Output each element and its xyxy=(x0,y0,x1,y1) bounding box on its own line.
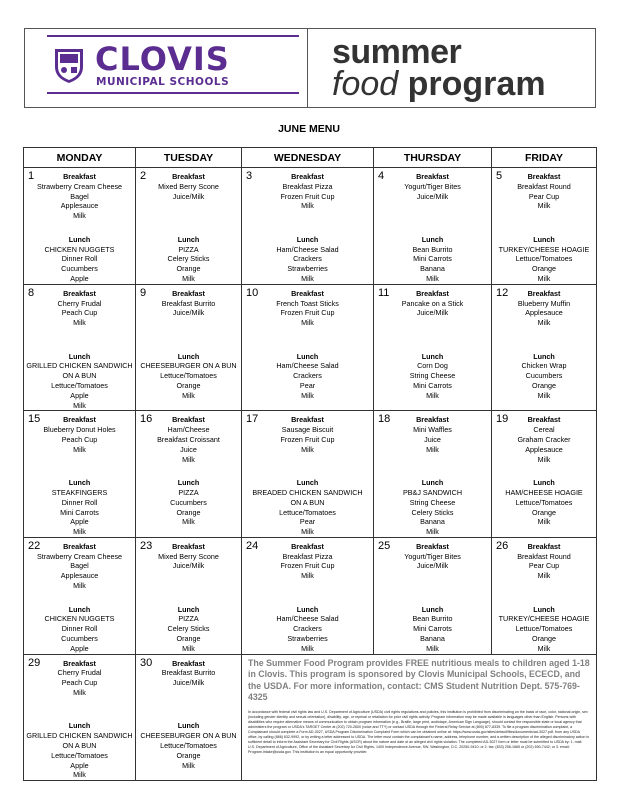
lunch-item: Celery Sticks xyxy=(411,507,454,517)
breakfast-label: Breakfast xyxy=(63,658,96,668)
breakfast-item: Breakfast Pizza xyxy=(282,181,333,191)
day-number: 18 xyxy=(378,413,391,426)
lunch-item: Strawberries xyxy=(287,264,328,274)
day-number: 29 xyxy=(28,656,41,669)
lunch-item: TURKEY/CHEESE HOAGIE xyxy=(498,244,590,254)
lunch-label: Lunch xyxy=(533,351,555,361)
lunch-label: Lunch xyxy=(68,234,91,244)
lunch-item: Milk xyxy=(537,643,551,653)
lunch-item: TURKEY/CHEESE HOAGIE xyxy=(498,614,590,624)
menu-title: JUNE MENU xyxy=(278,123,340,135)
lunch-item: Dinner Roll xyxy=(61,624,98,634)
day-number: 11 xyxy=(378,286,390,299)
lunch-item: Milk xyxy=(182,643,195,653)
breakfast-item: Breakfast Round xyxy=(517,551,571,561)
lunch-item: Apple xyxy=(70,760,89,770)
breakfast-item: Mixed Berry Scone xyxy=(158,181,219,191)
lunch-item: PIZZA xyxy=(178,614,199,624)
day-cell xyxy=(374,284,492,411)
program-title-line1: summer xyxy=(332,33,462,71)
lunch-item: Banana xyxy=(420,634,445,644)
lunch-item: Milk xyxy=(301,273,314,283)
day-number: 4 xyxy=(378,170,385,182)
program-title-food: food xyxy=(332,65,399,103)
day-cell xyxy=(24,168,136,285)
breakfast-label: Breakfast xyxy=(291,288,324,298)
lunch-item: Pear xyxy=(299,380,316,390)
lunch-label: Lunch xyxy=(421,604,444,614)
lunch-item: Milk xyxy=(73,400,86,410)
breakfast-item: Frozen Fruit Cup xyxy=(280,308,335,318)
lunch-label: Lunch xyxy=(177,351,200,361)
breakfast-item: Juice/Milk xyxy=(416,308,449,318)
weekday-header: TUESDAY xyxy=(136,148,242,168)
program-title xyxy=(308,29,595,107)
breakfast-label: Breakfast xyxy=(527,541,561,551)
lunch-label: Lunch xyxy=(421,351,444,361)
lunch-item: Crackers xyxy=(293,624,322,634)
day-cell xyxy=(374,411,492,538)
breakfast-item: Milk xyxy=(537,454,551,464)
day-number: 26 xyxy=(496,539,509,552)
lunch-item: BREADED CHICKEN SANDWICH xyxy=(252,487,363,497)
menu-calendar xyxy=(23,147,597,781)
breakfast-item: Milk xyxy=(73,318,86,328)
lunch-item: Mini Carrots xyxy=(413,624,452,634)
day-number: 22 xyxy=(28,539,41,552)
breakfast-item: Juice/Milk xyxy=(416,561,449,571)
breakfast-label: Breakfast xyxy=(416,288,449,298)
week-row xyxy=(24,411,597,538)
lunch-item: Crackers xyxy=(293,371,322,381)
weekday-header: WEDNESDAY xyxy=(242,148,374,168)
day-number: 19 xyxy=(496,413,509,426)
breakfast-item: Ham/Cheese xyxy=(167,425,210,435)
lunch-item: Lettuce/Tomatoes xyxy=(160,741,217,751)
day-cell xyxy=(374,168,492,285)
lunch-label: Lunch xyxy=(68,721,91,731)
day-cell xyxy=(136,168,242,285)
lunch-item: Apple xyxy=(70,390,89,400)
lunch-item: Lettuce/Tomatoes xyxy=(160,371,217,381)
lunch-label: Lunch xyxy=(68,478,91,488)
nondiscrimination-statement: In accordance with federal civil rights law and U.S. Department of Agriculture (USDA) civil rights regulations and policies, this institution is prohibited from discriminating on the basis of race, color, national origin, sex (including gender identity and sexual orientation), disability, age, or reprisal or retaliation for prior civil rights activity. Program information may be made available in languages other than English. Persons with disabilities who require alternative means of communication to obtain program information (e.g., Braille, large print, audiotape, American Sign Language), should contact the responsible state or local agency that administers the program or USDA's TARGET Center at (202) 720-2600 (voice and TTY) or contact USDA through the Federal Relay Service at (800) 877-8339. To file a program discrimination complaint, a Complainant should complete a Form AD-3027, USDA Program Discrimination Complaint Form which can be obtained online at: https://www.usda.gov/sites/default/files/documents/ad-3027.pdf, from any USDA office, by calling (866) 632-9992, or by writing a letter addressed to USDA. The letter must contain the complainant's name, address, telephone number, and a written description of the alleged discriminatory action in sufficient detail to inform the Assistant Secretary for Civil Rights (ASCR) about the nature and date of an alleged civil rights violation. The completed AD-3027 form or letter must be submitted to USDA by: 1. mail: U.S. Department of Agriculture, Office of the Assistant Secretary for Civil Rights, 1400 Independence Avenue, SW, Washington, D.C. 20250-9410; or 2. fax: (833) 256-1665 or (202) 690-7442; or 3. email: Program.Intake@usda.gov. This institution is an equal opportunity provider. xyxy=(248,709,590,754)
lunch-item: GRILLED CHICKEN SANDWICH xyxy=(26,731,133,741)
day-number: 12 xyxy=(496,286,509,299)
lunch-item: ON A BUN xyxy=(290,497,325,507)
district-logo xyxy=(25,29,308,107)
lunch-item: CHICKEN NUGGETS xyxy=(44,614,115,624)
breakfast-item: Milk xyxy=(182,454,195,464)
breakfast-item: Breakfast Burrito xyxy=(161,668,216,678)
breakfast-item: Juice/Milk xyxy=(416,191,449,201)
lunch-label: Lunch xyxy=(421,478,444,488)
breakfast-label: Breakfast xyxy=(172,288,205,298)
day-cell xyxy=(136,537,242,654)
day-number: 24 xyxy=(246,539,259,552)
breakfast-item: Applesauce xyxy=(525,308,563,318)
day-cell xyxy=(24,654,136,781)
breakfast-label: Breakfast xyxy=(172,415,205,425)
day-number: 30 xyxy=(140,656,153,669)
lunch-item: Milk xyxy=(301,643,314,653)
lunch-item: Milk xyxy=(73,770,86,780)
lunch-item: String Cheese xyxy=(409,497,456,507)
breakfast-item: French Toast Sticks xyxy=(276,298,339,308)
lunch-item: Lettuce/Tomatoes xyxy=(515,254,573,264)
weekday-header: MONDAY xyxy=(24,148,136,168)
program-title-program: program xyxy=(407,65,546,103)
lunch-item: Milk xyxy=(426,643,439,653)
lunch-item: CHEESEBURGER ON A BUN xyxy=(140,731,237,741)
lunch-item: Orange xyxy=(532,634,556,644)
day-cell xyxy=(492,411,597,538)
breakfast-item: Applesauce xyxy=(60,201,99,211)
breakfast-item: Milk xyxy=(537,318,551,328)
breakfast-item: Pear Cup xyxy=(528,561,560,571)
breakfast-item: Yogurt/Tiger Bites xyxy=(404,181,461,191)
lunch-item: Apple xyxy=(70,643,89,653)
lunch-item: Milk xyxy=(301,390,314,400)
lunch-item: PIZZA xyxy=(178,487,199,497)
breakfast-item: Applesauce xyxy=(525,444,563,454)
breakfast-item: Peach Cup xyxy=(61,308,98,318)
lunch-item: Cucumbers xyxy=(525,371,563,381)
breakfast-label: Breakfast xyxy=(416,172,449,181)
lunch-item: Lettuce/Tomatoes xyxy=(515,624,573,634)
lunch-label: Lunch xyxy=(533,604,555,614)
breakfast-item: Sausage Biscuit xyxy=(281,425,334,435)
breakfast-label: Breakfast xyxy=(291,541,324,551)
breakfast-item: Juice/Milk xyxy=(172,308,205,318)
breakfast-item: Frozen Fruit Cup xyxy=(280,561,335,571)
breakfast-item: Bagel xyxy=(70,191,89,201)
breakfast-item: Milk xyxy=(426,444,439,454)
breakfast-item: Frozen Fruit Cup xyxy=(280,191,335,201)
breakfast-item: Cereal xyxy=(533,425,555,435)
breakfast-item: Juice/Milk xyxy=(172,561,205,571)
day-cell xyxy=(136,284,242,411)
breakfast-item: Milk xyxy=(301,318,314,328)
breakfast-item: Mixed Berry Scone xyxy=(158,551,219,561)
lunch-item: STEAKFINGERS xyxy=(51,487,108,497)
breakfast-item: Milk xyxy=(301,444,314,454)
lunch-item: Milk xyxy=(182,517,195,527)
day-cell xyxy=(492,284,597,411)
breakfast-item: Yogurt/Tiger Bites xyxy=(404,551,461,561)
lunch-item: Orange xyxy=(176,380,201,390)
lunch-item: Dinner Roll xyxy=(61,254,98,264)
lunch-item: CHICKEN NUGGETS xyxy=(44,244,115,254)
lunch-item: ON A BUN xyxy=(62,371,97,381)
breakfast-item: Juice xyxy=(180,444,197,454)
breakfast-item: Breakfast Croissant xyxy=(157,434,220,444)
breakfast-item: Milk xyxy=(301,571,314,581)
day-cell xyxy=(24,411,136,538)
lunch-item: Corn Dog xyxy=(417,361,448,371)
lunch-item: Cucumbers xyxy=(170,497,207,507)
breakfast-item: Milk xyxy=(73,444,86,454)
day-cell xyxy=(492,168,597,285)
lunch-item: Celery Sticks xyxy=(167,624,210,634)
lunch-label: Lunch xyxy=(296,234,319,244)
breakfast-item: Blueberry Muffin xyxy=(517,298,571,308)
breakfast-label: Breakfast xyxy=(63,172,96,181)
day-cell xyxy=(242,284,374,411)
breakfast-item: Blueberry Donut Holes xyxy=(43,425,116,435)
lunch-item: Milk xyxy=(73,527,86,537)
breakfast-item: Juice xyxy=(424,434,441,444)
breakfast-label: Breakfast xyxy=(63,415,96,425)
week-row xyxy=(24,284,597,411)
lunch-item: Ham/Cheese Salad xyxy=(276,614,339,624)
lunch-label: Lunch xyxy=(533,234,555,244)
weekday-header: THURSDAY xyxy=(374,148,492,168)
lunch-item: Lettuce/Tomatoes xyxy=(51,380,108,390)
lunch-label: Lunch xyxy=(177,478,200,488)
breakfast-item: Milk xyxy=(537,571,551,581)
lunch-item: Apple xyxy=(70,273,89,283)
lunch-item: Chicken Wrap xyxy=(521,361,567,371)
program-info-box xyxy=(242,654,597,781)
header-banner xyxy=(24,28,596,108)
breakfast-item: Milk xyxy=(537,201,551,211)
program-title-line2 xyxy=(332,67,546,101)
breakfast-item: Strawberry Cream Cheese xyxy=(36,181,123,191)
breakfast-item: Mini Waffles xyxy=(413,425,452,435)
day-cell xyxy=(242,537,374,654)
lunch-item: Lettuce/Tomatoes xyxy=(515,497,573,507)
day-number: 9 xyxy=(140,286,147,299)
lunch-item: PIZZA xyxy=(178,244,199,254)
lunch-item: Milk xyxy=(537,273,551,283)
lunch-item: Milk xyxy=(426,527,439,537)
lunch-item: Pear xyxy=(299,517,316,527)
lunch-item: Celery Sticks xyxy=(167,254,210,264)
lunch-item: PB&J SANDWICH xyxy=(402,487,463,497)
day-number: 16 xyxy=(140,413,153,426)
day-number: 8 xyxy=(28,286,35,299)
lunch-label: Lunch xyxy=(296,604,319,614)
lunch-item: Milk xyxy=(301,527,314,537)
lunch-item: HAM/CHEESE HOAGIE xyxy=(505,487,583,497)
breakfast-item: Pear Cup xyxy=(528,191,560,201)
lunch-item: Mini Carrots xyxy=(60,507,99,517)
program-info-headline: The Summer Food Program provides FREE nutritious meals to children aged 1-18 in Clovis. This program is sponsored by Clovis Municipal Schools, ECECD, and the USDA. For more information, contact: CMS Student Nutrition Dept. 575-769-4325 xyxy=(248,657,590,703)
breakfast-item: Juice/Milk xyxy=(172,191,205,201)
lunch-item: ON A BUN xyxy=(62,741,97,751)
breakfast-item: Breakfast Pizza xyxy=(282,551,333,561)
breakfast-item: Strawberry Cream Cheese xyxy=(36,551,123,561)
lunch-item: Ham/Cheese Salad xyxy=(276,244,339,254)
breakfast-label: Breakfast xyxy=(291,172,324,181)
breakfast-item: Pancake on a Stick xyxy=(401,298,464,308)
lunch-item: Mini Carrots xyxy=(413,254,452,264)
day-cell xyxy=(492,537,597,654)
breakfast-item: Milk xyxy=(73,211,86,221)
lunch-item: Mini Carrots xyxy=(413,380,452,390)
day-number: 1 xyxy=(28,170,35,182)
breakfast-label: Breakfast xyxy=(527,288,561,298)
breakfast-item: Milk xyxy=(301,201,314,211)
day-cell xyxy=(242,411,374,538)
breakfast-item: Frozen Fruit Cup xyxy=(280,434,335,444)
lunch-item: Milk xyxy=(426,273,439,283)
day-number: 15 xyxy=(28,413,41,426)
lunch-label: Lunch xyxy=(533,478,555,488)
lunch-item: Dinner Roll xyxy=(61,497,98,507)
day-cell xyxy=(242,168,374,285)
lunch-label: Lunch xyxy=(68,604,91,614)
lunch-item: Milk xyxy=(182,390,195,400)
lunch-item: Banana xyxy=(420,517,445,527)
lunch-item: Cucumbers xyxy=(61,634,98,644)
breakfast-label: Breakfast xyxy=(527,415,561,425)
breakfast-item: Peach Cup xyxy=(61,434,98,444)
lunch-label: Lunch xyxy=(421,234,444,244)
lunch-item: Strawberries xyxy=(287,634,328,644)
day-cell xyxy=(24,537,136,654)
lunch-item: Orange xyxy=(176,507,201,517)
lunch-label: Lunch xyxy=(177,234,200,244)
day-cell xyxy=(24,284,136,411)
lunch-item: Milk xyxy=(182,760,195,770)
logo-title: CLOVIS xyxy=(95,40,230,78)
day-cell xyxy=(136,411,242,538)
lunch-label: Lunch xyxy=(296,351,319,361)
logo-subtitle: MUNICIPAL SCHOOLS xyxy=(96,76,230,88)
day-number: 5 xyxy=(496,170,503,182)
lunch-item: Cucumbers xyxy=(61,264,98,274)
lunch-item: String Cheese xyxy=(409,371,456,381)
lunch-label: Lunch xyxy=(177,604,200,614)
lunch-item: Orange xyxy=(532,264,556,274)
week-row xyxy=(24,537,597,654)
lunch-item: Orange xyxy=(176,634,201,644)
lunch-item: Orange xyxy=(176,264,201,274)
day-number: 23 xyxy=(140,539,153,552)
lunch-item: Orange xyxy=(532,380,556,390)
lunch-label: Lunch xyxy=(68,351,91,361)
breakfast-label: Breakfast xyxy=(63,288,96,298)
breakfast-item: Cherry Frudal xyxy=(57,668,102,678)
day-number: 3 xyxy=(246,170,253,182)
lunch-label: Lunch xyxy=(296,478,319,488)
day-cell xyxy=(136,654,242,781)
breakfast-label: Breakfast xyxy=(172,658,205,668)
breakfast-item: Juice/Milk xyxy=(172,678,205,688)
breakfast-label: Breakfast xyxy=(416,541,449,551)
breakfast-item: Milk xyxy=(73,688,86,698)
weekday-header: FRIDAY xyxy=(492,148,597,168)
logo-bottom-rule xyxy=(47,92,299,94)
shield-icon xyxy=(49,45,89,85)
breakfast-label: Breakfast xyxy=(172,541,205,551)
breakfast-label: Breakfast xyxy=(416,415,449,425)
logo-top-rule xyxy=(47,35,299,37)
lunch-item: Bean Burrito xyxy=(412,614,453,624)
lunch-item: Bean Burrito xyxy=(412,244,453,254)
lunch-item: Orange xyxy=(176,750,201,760)
day-cell xyxy=(374,537,492,654)
week-row xyxy=(24,654,597,781)
lunch-item: Lettuce/Tomatoes xyxy=(279,507,336,517)
lunch-item: Milk xyxy=(537,517,551,527)
breakfast-label: Breakfast xyxy=(527,172,561,181)
lunch-item: Apple xyxy=(70,517,89,527)
day-number: 2 xyxy=(140,170,147,182)
day-number: 10 xyxy=(246,286,259,299)
breakfast-label: Breakfast xyxy=(63,541,96,551)
lunch-item: Orange xyxy=(532,507,556,517)
breakfast-label: Breakfast xyxy=(172,172,205,181)
lunch-item: Crackers xyxy=(293,254,322,264)
breakfast-item: Milk xyxy=(73,581,86,591)
breakfast-item: Bagel xyxy=(70,561,89,571)
breakfast-item: Peach Cup xyxy=(61,678,98,688)
lunch-item: Banana xyxy=(420,264,445,274)
breakfast-label: Breakfast xyxy=(291,415,324,425)
lunch-item: Ham/Cheese Salad xyxy=(276,361,339,371)
lunch-item: Milk xyxy=(182,273,195,283)
day-number: 25 xyxy=(378,539,391,552)
lunch-label: Lunch xyxy=(177,721,200,731)
week-row xyxy=(24,168,597,285)
breakfast-item: Breakfast Round xyxy=(517,181,571,191)
lunch-item: Milk xyxy=(537,390,551,400)
breakfast-item: Cherry Frudal xyxy=(57,298,102,308)
lunch-item: CHEESEBURGER ON A BUN xyxy=(140,361,237,371)
breakfast-item: Applesauce xyxy=(60,571,99,581)
lunch-item: GRILLED CHICKEN SANDWICH xyxy=(26,361,133,371)
lunch-item: Milk xyxy=(426,390,439,400)
day-number: 17 xyxy=(246,413,259,426)
weekday-header-row xyxy=(24,148,597,168)
lunch-item: Lettuce/Tomatoes xyxy=(51,750,108,760)
breakfast-item: Graham Cracker xyxy=(517,434,571,444)
breakfast-item: Breakfast Burrito xyxy=(161,298,216,308)
